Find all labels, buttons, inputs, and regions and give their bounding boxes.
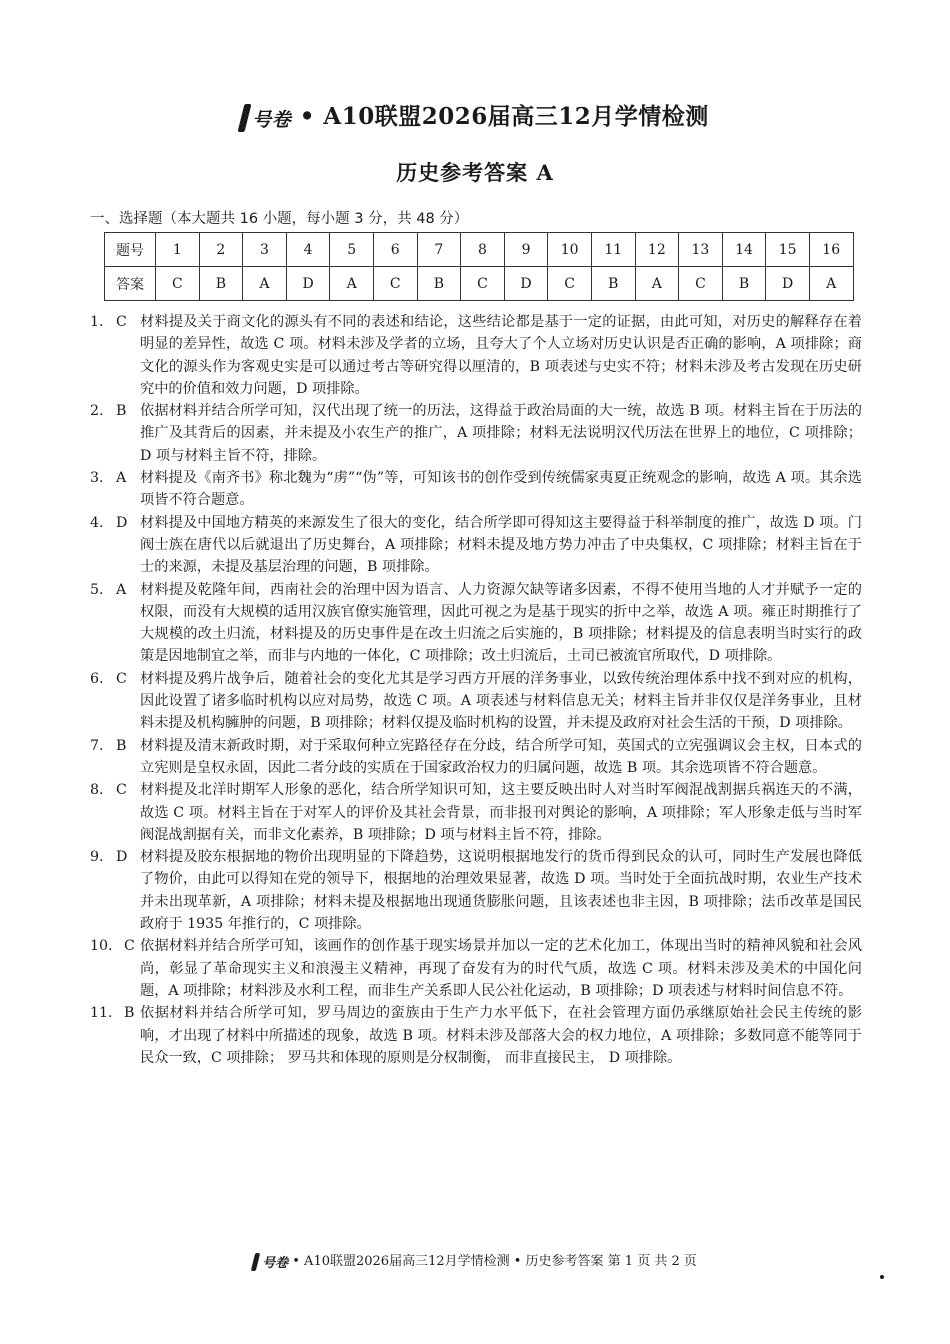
- item-text: 材料提及北洋时期军人形象的恶化，结合所学知识可知，这主要反映出时人对当时军阀混战割据兵祸连天的不满，故选 C 项。材料主旨在于对军人的评价及其社会背景，而非报刊对舆论的影响，A 项排除；军人形象走低与当时军阀混战割据有关，而非文化素养，B 项排除；D 项与材料主旨不符，排除。: [140, 782, 862, 843]
- question-number: 1: [156, 233, 200, 267]
- page-subtitle: 历史参考答案 A: [396, 160, 554, 185]
- page-footer: [0, 1250, 950, 1271]
- item-text: 材料提及鸦片战争后，随着社会的变化尤其是学习西方开展的洋务事业，以致传统治理体系中找不到对应的机构，因此设置了诸多临时机构以应对局势，故选 C 项。A 项表述与材料信息无关；材料主旨并非仅仅是洋务事业，且材料未提及机构臃肿的问题，B 项排除；材料仅提及临时机构的设置，并未提及政府对社会生活的干预，D 项排除。: [140, 670, 862, 732]
- item-answer: D: [116, 514, 128, 531]
- item-number: 2.: [90, 403, 104, 420]
- item-answer: B: [116, 737, 127, 754]
- item-number: 8.: [90, 782, 104, 799]
- question-number: 8: [461, 233, 505, 267]
- question-number: 16: [809, 233, 853, 267]
- explanation-item: [90, 311, 862, 400]
- explanation-item: [90, 935, 862, 1002]
- section-heading: 一、选择题（本大题共 16 小题，每小题 3 分，共 48 分）: [90, 211, 469, 227]
- answer-letter: C: [373, 267, 417, 301]
- answer-letter: D: [504, 267, 548, 301]
- explanation-item: [90, 779, 862, 846]
- question-number: 5: [330, 233, 374, 267]
- explanation-item: [90, 735, 862, 780]
- item-answer: B: [124, 1005, 135, 1022]
- question-number: 14: [722, 233, 766, 267]
- answer-letter: C: [548, 267, 592, 301]
- row-label: 答案: [105, 267, 156, 301]
- question-number: 12: [635, 233, 679, 267]
- explanation-item: [90, 668, 862, 735]
- answer-letter: B: [199, 267, 243, 301]
- logo-text: 号卷: [252, 109, 292, 131]
- item-answer: C: [116, 314, 127, 330]
- explanation-item: [90, 512, 862, 579]
- item-text: 依据材料并结合所学可知，该画作的创作基于现实场景并加以一定的艺术化加工，体现出当时的精神风貌和社会风尚，彰显了革命现实主义和浪漫主义精神，再现了奋发有为的时代气质，故选 C 项。材料未涉及美术的中国化问题，A 项排除；材料涉及水利工程，而非生产关系即人民公社化运动，B 项排除；D 项表述与材料时间信息不符。: [140, 938, 862, 999]
- answer-row: [105, 267, 854, 301]
- logo-bar-icon: [251, 1253, 260, 1271]
- corner-dot-icon: [880, 1275, 884, 1279]
- answer-letter: D: [286, 267, 330, 301]
- question-number: 6: [373, 233, 417, 267]
- question-number-row: [105, 233, 854, 267]
- question-number: 3: [243, 233, 287, 267]
- item-text: 材料提及乾隆年间，西南社会的治理中因为语言、人力资源欠缺等诸多因素，不得不使用当地的人才并赋予一定的权限，而没有大规模的适用汉族官僚实施管理，因此可视之为是基于现实的折中之举，故选 A 项。雍正时期推行了大规模的改土归流，材料提及的历史事件是在改土归流之后实施的，B 项排除；材料提及的信息表明当时实行的政策是因地制宜之举，而非与内地的一体化，C 项排除；改土归流后，土司已被流官所取代，D 项排除。: [140, 581, 862, 665]
- document-title: [0, 98, 950, 132]
- item-number: 11.: [90, 1005, 113, 1022]
- logo-bar-icon: [238, 104, 252, 132]
- item-text: 材料提及清末新政时期，对于采取何种立宪路径存在分歧，结合所学可知，英国式的立宪强调议会主权，日本式的立宪则是皇权永固，因此二者分歧的实质在于国家政治权力的归属问题，故选 B 项。其余选项皆不符合题意。: [140, 737, 862, 776]
- item-number: 9.: [90, 849, 104, 866]
- answer-letter: A: [243, 267, 287, 301]
- item-text: 材料提及《南齐书》称北魏为“虏”“伪”等，可知该书的创作受到传统儒家夷夏正统观念的影响，故选 A 项。其余选项皆不符合题意。: [140, 470, 862, 509]
- question-number: 9: [504, 233, 548, 267]
- question-number: 4: [286, 233, 330, 267]
- answer-table: [104, 232, 854, 301]
- question-number: 2: [199, 233, 243, 267]
- question-number: 13: [679, 233, 723, 267]
- question-number: 7: [417, 233, 461, 267]
- item-text: 材料提及中国地方精英的来源发生了很大的变化，结合所学即可得知这主要得益于科举制度的推广，故选 D 项。门阀士族在唐代以后就退出了历史舞台，A 项排除；材料未提及地方势力冲击了中央集权，C 项排除；材料主旨在于士的来源，未提及基层治理的问题，B 项排除。: [140, 514, 862, 576]
- item-number: 3.: [90, 470, 104, 487]
- item-answer: B: [116, 403, 127, 420]
- answer-letter: C: [156, 267, 200, 301]
- item-number: 4.: [90, 514, 104, 531]
- exam-title: • A10联盟2026届高三12月学情检测: [299, 103, 709, 130]
- item-number: 5.: [90, 581, 104, 598]
- explanation-item: [90, 846, 862, 935]
- item-text: 材料提及胶东根据地的物价出现明显的下降趋势，这说明根据地发行的货币得到民众的认可，同时生产发展也降低了物价，由此可以得知在党的领导下，根据地的治理效果显著，故选 D 项。当时处于全面抗战时期，农业生产技术并未出现革新，A 项排除；材料未提及根据地出现通货膨胀问题，且该表述也非主因，B 项排除；法币改革是国民政府于 1935 年推行的，C 项排除。: [140, 849, 862, 933]
- item-number: 6.: [90, 670, 104, 687]
- item-answer: D: [116, 849, 128, 866]
- answer-letter: C: [461, 267, 505, 301]
- item-text: 依据材料并结合所学可知，罗马周边的蛮族由于生产力水平低下，在社会管理方面仍承继原始社会民主传统的影响，才出现了材料中所描述的现象，故选 B 项。材料未涉及部落大会的权力地位，A 项排除；多数同意不能等同于民众一致，C 项排除； 罗马共和体现的原则是分权制衡， 而非直接民主， D 项排除。: [140, 1005, 862, 1066]
- answer-letter: B: [722, 267, 766, 301]
- row-label: 题号: [105, 233, 156, 267]
- answer-letter: A: [809, 267, 853, 301]
- item-number: 1.: [90, 314, 104, 330]
- footer-logo: [253, 1252, 288, 1271]
- footer-text: • A10联盟2026届高三12月学情检测 • 历史参考答案 第 1 页 共 2 页: [292, 1254, 697, 1269]
- item-answer: C: [116, 782, 127, 799]
- brand-logo: [241, 104, 291, 132]
- explanation-item: [90, 400, 862, 467]
- answer-letter: B: [417, 267, 461, 301]
- answer-letter: A: [635, 267, 679, 301]
- question-number: 10: [548, 233, 592, 267]
- item-answer: C: [116, 670, 127, 687]
- item-answer: A: [116, 581, 127, 598]
- answer-letter: D: [766, 267, 810, 301]
- item-answer: C: [124, 938, 135, 955]
- explanation-list: [90, 311, 862, 1069]
- explanation-item: [90, 467, 862, 512]
- item-number: 7.: [90, 737, 104, 754]
- question-number: 15: [766, 233, 810, 267]
- item-text: 材料提及关于商文化的源头有不同的表述和结论，这些结论都是基于一定的证据，由此可知，对历史的解释存在着明显的差异性，故选 C 项。材料未涉及学者的立场，且夸大了个人立场对历史认识是否正确的影响，A 项排除；商文化的源头作为客观史实是可以通过考古等研究得以厘清的，B 项表述与史实不符；材料未涉及考古发现在历史研究中的价值和效力问题，D 项排除。: [140, 314, 862, 397]
- item-text: 依据材料并结合所学可知，汉代出现了统一的历法，这得益于政治局面的大一统，故选 B 项。材料主旨在于历法的推广及其背后的因素，并未提及小农生产的推广，A 项排除；材料无法说明汉代历法在世界上的地位，C 项排除；D 项与材料主旨不符，排除。: [140, 403, 862, 464]
- answer-letter: A: [330, 267, 374, 301]
- item-answer: A: [116, 470, 127, 487]
- answer-letter: B: [591, 267, 635, 301]
- answer-letter: C: [679, 267, 723, 301]
- footer-logo-text: 号卷: [262, 1256, 289, 1271]
- question-number: 11: [591, 233, 635, 267]
- item-number: 10.: [90, 938, 113, 955]
- explanation-item: [90, 1002, 862, 1069]
- explanation-item: [90, 579, 862, 668]
